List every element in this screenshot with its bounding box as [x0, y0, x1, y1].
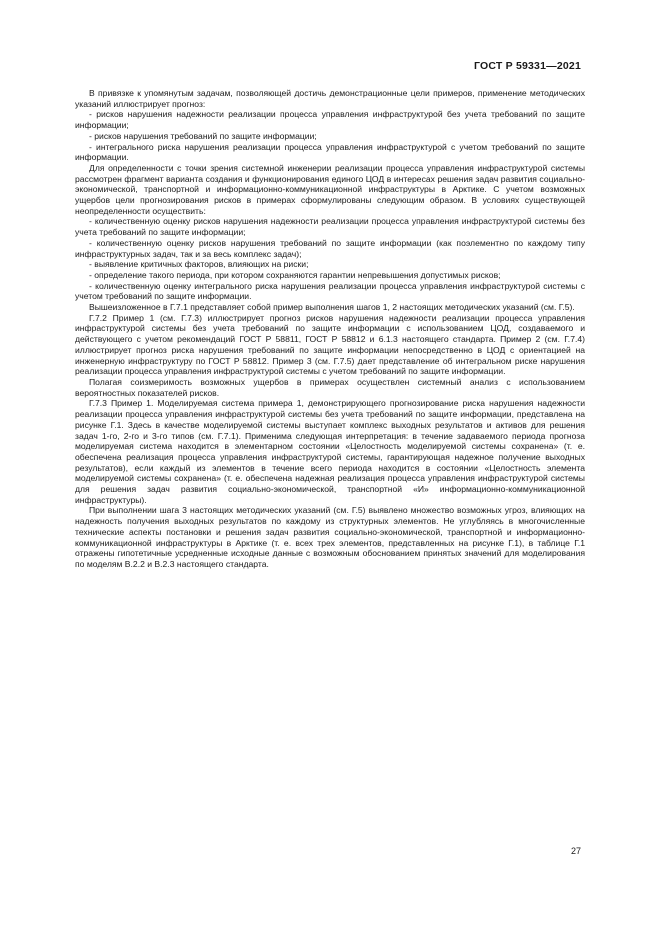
paragraph: - рисков нарушения надежности реализации процесса управления инфраструктурой без учета требований по защите информации; — [75, 109, 585, 131]
paragraph: - рисков нарушения требований по защите информации; — [89, 130, 317, 141]
paragraph: При выполнении шага 3 настоящих методических указаний (см. Г.5) выявлено множество возможных угроз, влияющих на надежность получения выходных результатов по каждому из структурных элементов. Не углубляясь в многочисленные технические аспекты постановки и решения задач развития социально-экономической, транспортной и информационно-коммуникационной инфраструктуры в Арктике (т. е. всех трех элементов, представленных на рисунке Г.1), в таблице Г.1 отражены гипотетичные усредненные исходные данные с возможным обоснованием принятых значений для моделирования по моделям В.2.2 и В.2.3 настоящего стандарта. — [75, 505, 585, 569]
paragraph: - количественную оценку рисков нарушения надежности реализации процесса управления инфраструктурой системы без учета требований по защите информации; — [75, 216, 585, 238]
paragraph: Полагая соизмеримость возможных ущербов в примерах осуществлен системный анализ с использованием вероятностных показателей рисков. — [75, 376, 585, 398]
paragraph: - определение такого периода, при котором сохраняются гарантии непревышения допустимых рисков; — [89, 269, 501, 280]
paragraph: Для определенности с точки зрения системной инженерии реализации процесса управления инфраструктурой системы рассмотрен фрагмент варианта создания и функционирования единого ЦОД в интересах решения задач развития социально-экономической, транспортной и информационно-коммуникационной инфраструктуры в Арктике. С учетом возможных ущербов цели прогнозирования рисков в примерах сформулированы следующим образом. В условиях существующей неопределенности осуществить: — [75, 162, 585, 216]
paragraph: Вышеизложенное в Г.7.1 представляет собой пример выполнения шагов 1, 2 настоящих методических указаний (см. Г.5). — [89, 302, 575, 313]
paragraph: - интегрального риска нарушения реализации процесса управления инфраструктурой с учетом требований по защите информации. — [75, 141, 585, 163]
paragraph: - выявление критичных факторов, влияющих на риски; — [89, 259, 309, 270]
document-body — [75, 88, 585, 570]
page-number: 27 — [570, 846, 581, 856]
paragraph: - количественную оценку интегрального риска нарушения реализации процесса управления инфраструктурой системы с учетом требований по защите информации. — [75, 280, 585, 302]
paragraph: Г.7.2 Пример 1 (см. Г.7.3) иллюстрирует прогноз рисков нарушения надежности реализации процесса управления инфраструктурой системы без учета требований по защите информации с использованием ЦОД, создаваемого и действующего с учетом рекомендаций ГОСТ Р 58811, ГОСТ Р 58812 и 6.1.3 настоящего стандарта. Пример 2 (см. Г.7.4) иллюстрирует прогноз риска нарушения требований по защите информации непосредственно в ЦОД с ориентацией на инженерную инфраструктуру по ГОСТ Р 58812. Пример 3 (см. Г.7.5) дает представление об интегральном риске нарушения реализации процесса управления инфраструктурой системы с учетом требований по защите информации. — [75, 312, 585, 377]
paragraph: - количественную оценку рисков нарушения требований по защите информации (как поэлементно по каждому типу инфраструктурных задач, так и за весь комплекс задач); — [75, 237, 585, 259]
paragraph: В привязке к упомянутым задачам, позволяющей достичь демонстрационные цели примеров, применение методических указаний иллюстрирует прогноз: — [75, 88, 585, 109]
paragraph: Г.7.3 Пример 1. Моделируемая система примера 1, демонстрирующего прогнозирование риска нарушения надежности реализации процесса управления инфраструктурой системы без учета требований по защите информации, представлена на рисунке Г.1. Здесь в качестве моделируемой системы выступает комплекс выходных результатов и активов для решения задач 1-го, 2-го и 3-го типов (см. Г.7.1). Применима следующая интерпретация: в течение задаваемого периода прогноза моделируемая система находится в элементарном состоянии «Целостность моделируемой системы сохранена» (т. е. обеспечена реализация процесса управления инфраструктурой системы, гарантирующая надежное получение выходных результатов), если каждый из элементов в течение всего периода находится в состоянии «Целостность элемента моделируемой системы сохранена» (т. е. обеспечена надежная реализация процесса управления инфраструктурой системы для решения задач развития социально-экономической, транспортной «И» информационно-коммуникационной инфраструктуры). — [75, 398, 585, 505]
page-header-standard: ГОСТ Р 59331—2021 — [473, 60, 581, 72]
